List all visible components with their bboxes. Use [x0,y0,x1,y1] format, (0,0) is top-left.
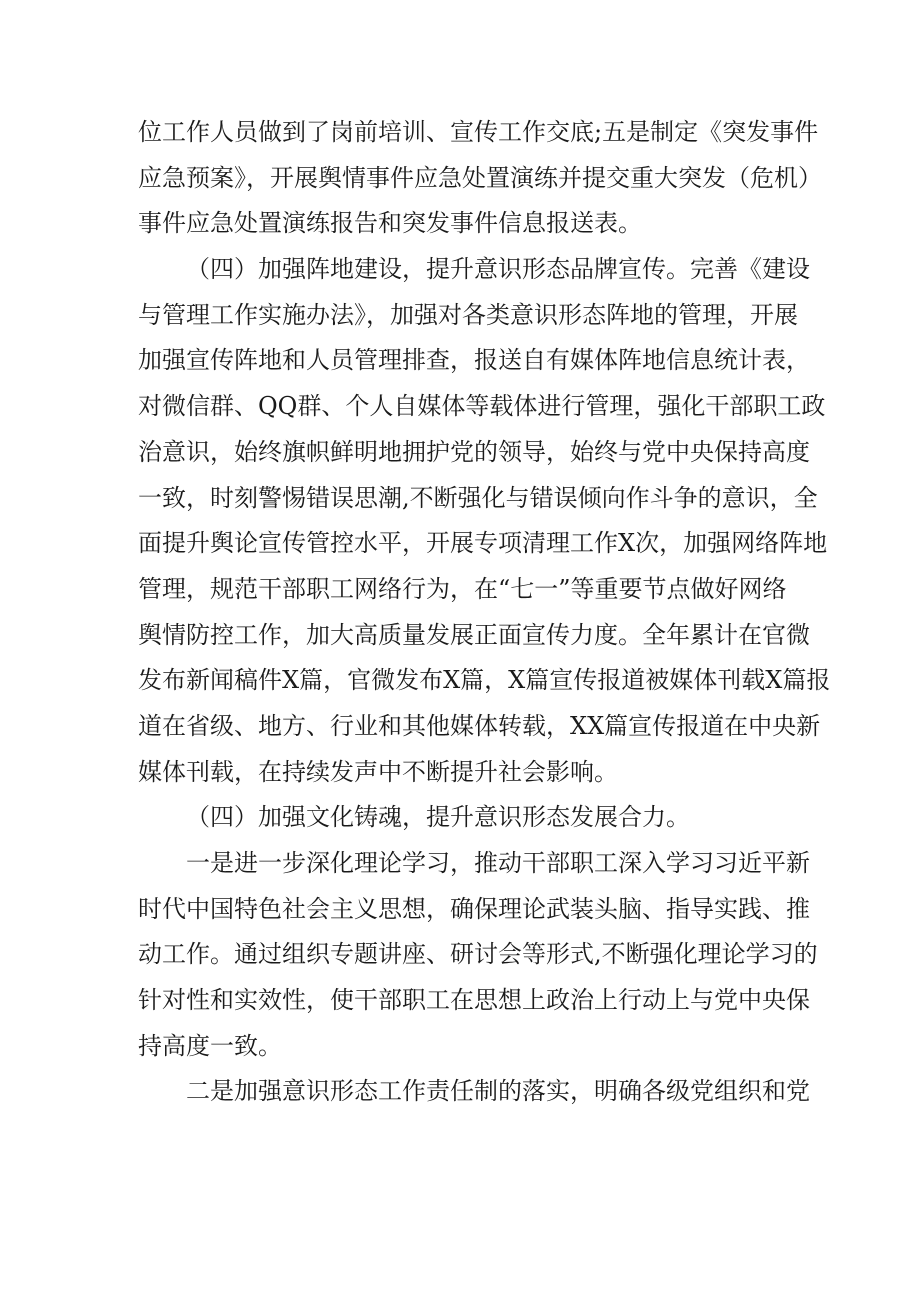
text-line: 动工作。通过组织专题讲座、研讨会等形式,不断强化理论学习的 [138,940,818,969]
document-body [138,110,831,1115]
text-line: 事件应急处置演练报告和突发事件信息报送表。 [138,209,642,238]
text-line: 对微信群、QQ群、个人自媒体等载体进行管理，强化干部职工政 [138,392,826,421]
paragraph-1 [138,110,822,247]
paragraph-5 [138,1069,810,1115]
text-line: （四）加强阵地建设，提升意识形态品牌宣传。完善《建设 [186,255,810,284]
text-line: 媒体刊载，在持续发声中不断提升社会影响。 [138,757,618,786]
text-line: 持高度一致。 [138,1031,282,1060]
text-line: 一致，时刻警惕错误思潮,不断强化与错误倾向作斗争的意识，全 [138,483,818,512]
text-line: 应急预案》，开展舆情事件应急处置演练并提交重大突发（危机） [138,163,822,192]
text-line: 发布新闻稿件X篇，官微发布X篇，X篇宣传报道被媒体刊载X篇报 [138,666,831,695]
text-line: 与管理工作实施办法》，加强对各类意识形态阵地的管理，开展 [138,300,798,329]
text-line: 管理，规范干部职工网络行为，在“七一”等重要节点做好网络 [138,574,787,603]
section-heading: （四）加强文化铸魂，提升意识形态发展合力。 [186,803,690,832]
paragraph-3 [138,795,798,841]
paragraph-4 [138,841,818,1069]
paragraph-2 [138,247,831,795]
text-line: 加强宣传阵地和人员管理排查，报送自有媒体阵地信息统计表， [138,346,810,375]
text-line: 时代中国特色社会主义思想，确保理论武装头脑、指导实践、推 [138,894,810,923]
text-line: 治意识，始终旗帜鲜明地拥护党的领导，始终与党中央保持高度 [138,437,810,466]
text-line: 舆情防控工作，加大高质量发展正面宣传力度。全年累计在官微 [138,620,810,649]
text-line: 针对性和实效性，使干部职工在思想上政治上行动上与党中央保 [138,986,810,1015]
text-line: 二是加强意识形态工作责任制的落实，明确各级党组织和党 [186,1077,810,1106]
text-line: 面提升舆论宣传管控水平，开展专项清理工作X次，加强网络阵地 [138,529,828,558]
text-line: 道在省级、地方、行业和其他媒体转载，XX篇宣传报道在中央新 [138,711,821,740]
text-line: 一是进一步深化理论学习，推动干部职工深入学习习近平新 [186,849,810,877]
text-line: 位工作人员做到了岗前培训、宣传工作交底;五是制定《突发事件 [138,118,819,146]
